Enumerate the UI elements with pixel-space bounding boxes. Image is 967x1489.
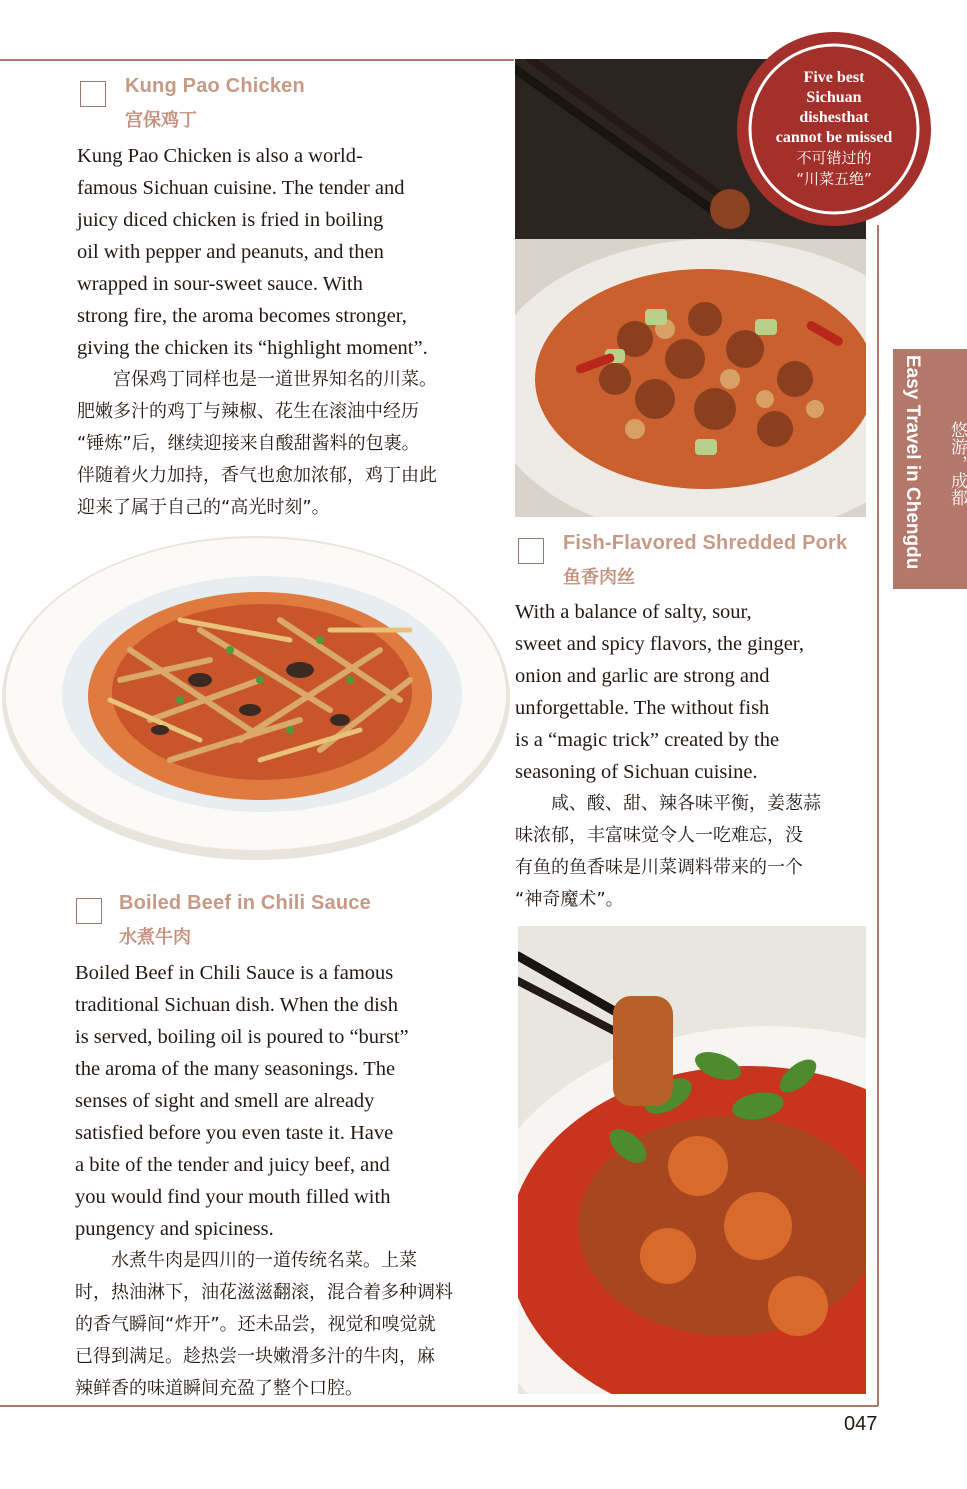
badge-zh-text: 不可错过的 “川菜五绝” <box>796 149 872 188</box>
kung-pao-title-zh: 宫保鸡丁 <box>125 110 197 131</box>
boiled-beef-title-en: Boiled Beef in Chili Sauce <box>119 892 371 914</box>
right-rule <box>877 225 879 1406</box>
boiled-beef-body-en: Boiled Beef in Chili Sauce is a famous traditional Sichuan dish. When the dish is served, boiling oil is poured to “burst” the aroma of the many seasonings. The senses of sight and smell are already satisfied before you even taste it. Have a bite of the tender and juicy beef, and you would find your mouth filled with pungency and spiciness. <box>75 962 409 1240</box>
side-tab <box>893 349 967 589</box>
bottom-rule <box>0 1405 878 1407</box>
fish-flavored-title-en: Fish-Flavored Shredded Pork <box>563 532 848 554</box>
top-rule <box>0 59 514 61</box>
side-tab-zh: 悠游，成都 <box>947 421 967 506</box>
fish-flavored-title-zh: 鱼香肉丝 <box>563 567 635 588</box>
badge-text <box>748 68 920 190</box>
side-tab-en: Easy Travel in Chengdu <box>902 355 923 570</box>
fish-flavored-body-en: With a balance of salty, sour, sweet and spicy flavors, the ginger, onion and garlic are strong and unforgettable. The without fish is a “magic trick” created by the seasoning of Sichuan cuisine. <box>515 601 804 783</box>
kung-pao-body-zh: 宫保鸡丁同样也是一道世界知名的川菜。 肥嫩多汁的鸡丁与辣椒、花生在滚油中经历 “锤炼”后，继续迎接来自酸甜酱料的包裹。 伴随着火力加持，香气也愈加浓郁，鸡丁由此 迎来了属于自己的“高光时刻”。 <box>77 369 437 518</box>
shredded-pork-photo <box>0 530 512 865</box>
boiled-beef-body-zh: 水煮牛肉是四川的一道传统名菜。上菜 时，热油淋下，油花滋滋翻滚，混合着多种调料 的香气瞬间“炸开”。还未品尝，视觉和嗅觉就 已得到满足。趁热尝一块嫩滑多汁的牛肉，麻 辣鲜香的味道瞬间充盈了整个口腔。 <box>75 1250 453 1399</box>
boiled-beef-title-zh: 水煮牛肉 <box>119 927 191 948</box>
page-number: 047 <box>844 1413 878 1435</box>
boiled-beef-photo <box>518 926 866 1394</box>
fish-flavored-body-zh: 咸、酸、甜、辣各味平衡，姜葱蒜 味浓郁，丰富味觉令人一吃难忘，没 有鱼的鱼香味是川菜调料带来的一个 “神奇魔术”。 <box>515 793 821 910</box>
kung-pao-checkbox-icon <box>80 81 106 107</box>
boiled-beef-checkbox-icon <box>76 898 102 924</box>
kung-pao-body-en: Kung Pao Chicken is also a world- famous Sichuan cuisine. The tender and juicy diced chicken is fried in boiling oil with pepper and peanuts, and then wrapped in sour-sweet sauce. With strong fire, the aroma becomes stronger, giving the chicken its “highlight moment”. <box>77 145 428 359</box>
badge-en-text: Five best Sichuan dishesthat cannot be missed <box>775 69 893 146</box>
kung-pao-title-en: Kung Pao Chicken <box>125 75 305 97</box>
fish-flavored-checkbox-icon <box>518 538 544 564</box>
